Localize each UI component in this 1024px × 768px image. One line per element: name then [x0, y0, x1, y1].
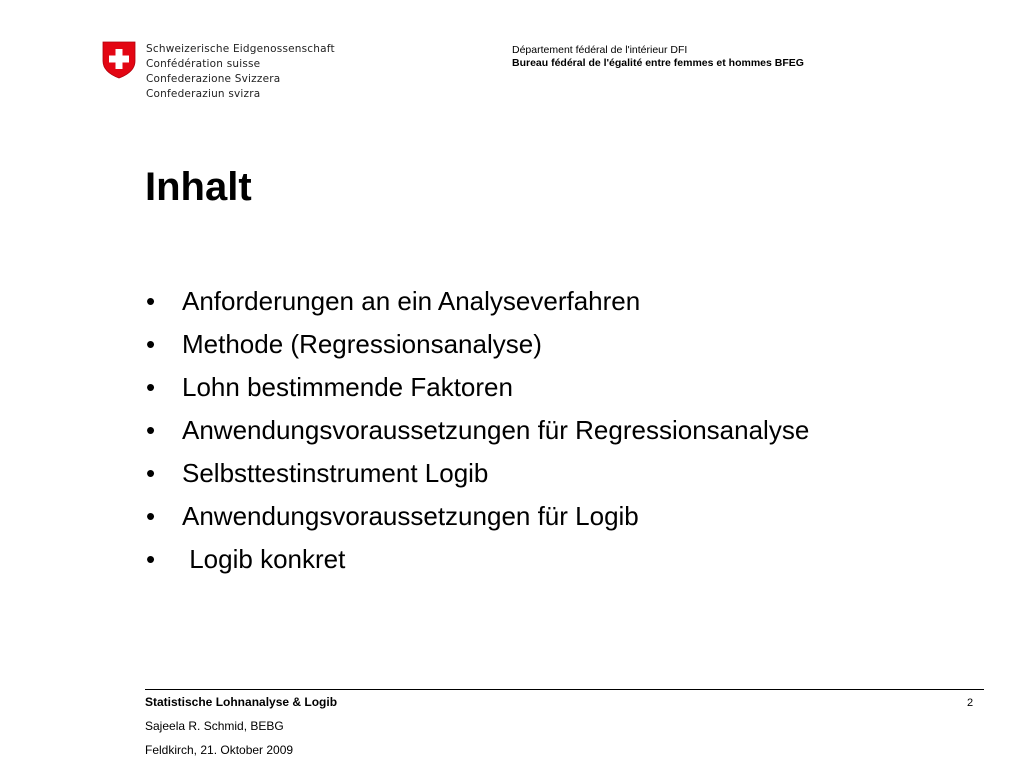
footer-place-date: Feldkirch, 21. Oktober 2009	[145, 743, 294, 757]
bullet-symbol: •	[146, 415, 156, 445]
language-name-de: Schweizerische Eidgenossenschaft	[146, 43, 335, 55]
bullet-symbol: •	[146, 501, 156, 531]
list-item-text: Logib konkret	[182, 544, 346, 574]
footer-divider	[145, 689, 984, 690]
list-item	[140, 495, 809, 538]
footer-presentation-title: Statistische Lohnanalyse & Logib	[145, 695, 338, 709]
language-name-it: Confederazione Svizzera	[146, 73, 281, 85]
list-item-text: Lohn bestimmende Faktoren	[182, 372, 513, 402]
confederation-names	[146, 42, 335, 102]
list-item-text: Anwendungsvoraussetzungen für Regressionsanalyse	[182, 415, 810, 445]
bullet-symbol: •	[146, 286, 156, 316]
bullet-symbol: •	[146, 329, 156, 359]
swiss-cross-shield-icon	[102, 41, 136, 79]
department-info	[512, 44, 804, 70]
list-item	[140, 538, 809, 581]
language-name-rm: Confederaziun svizra	[146, 88, 261, 100]
list-item-text: Anwendungsvoraussetzungen für Logib	[182, 501, 639, 531]
list-item	[140, 280, 809, 323]
list-item	[140, 323, 809, 366]
office-name: Bureau fédéral de l'égalité entre femmes et hommes BFEG	[512, 57, 804, 69]
language-name-fr: Confédération suisse	[146, 58, 261, 70]
bullet-symbol: •	[146, 544, 156, 574]
content-bullet-list	[140, 280, 809, 581]
list-item-text: Selbsttestinstrument Logib	[182, 458, 489, 488]
department-name: Département fédéral de l'intérieur DFI	[512, 44, 688, 56]
list-item	[140, 409, 809, 452]
page-number: 2	[967, 697, 974, 709]
list-item-text: Anforderungen an ein Analyseverfahren	[182, 286, 641, 316]
bullet-symbol: •	[146, 458, 156, 488]
list-item	[140, 366, 809, 409]
list-item-text: Methode (Regressionsanalyse)	[182, 329, 542, 359]
footer-author: Sajeela R. Schmid, BEBG	[145, 719, 284, 733]
slide-title: Inhalt	[145, 165, 252, 209]
list-item	[140, 452, 809, 495]
bullet-symbol: •	[146, 372, 156, 402]
